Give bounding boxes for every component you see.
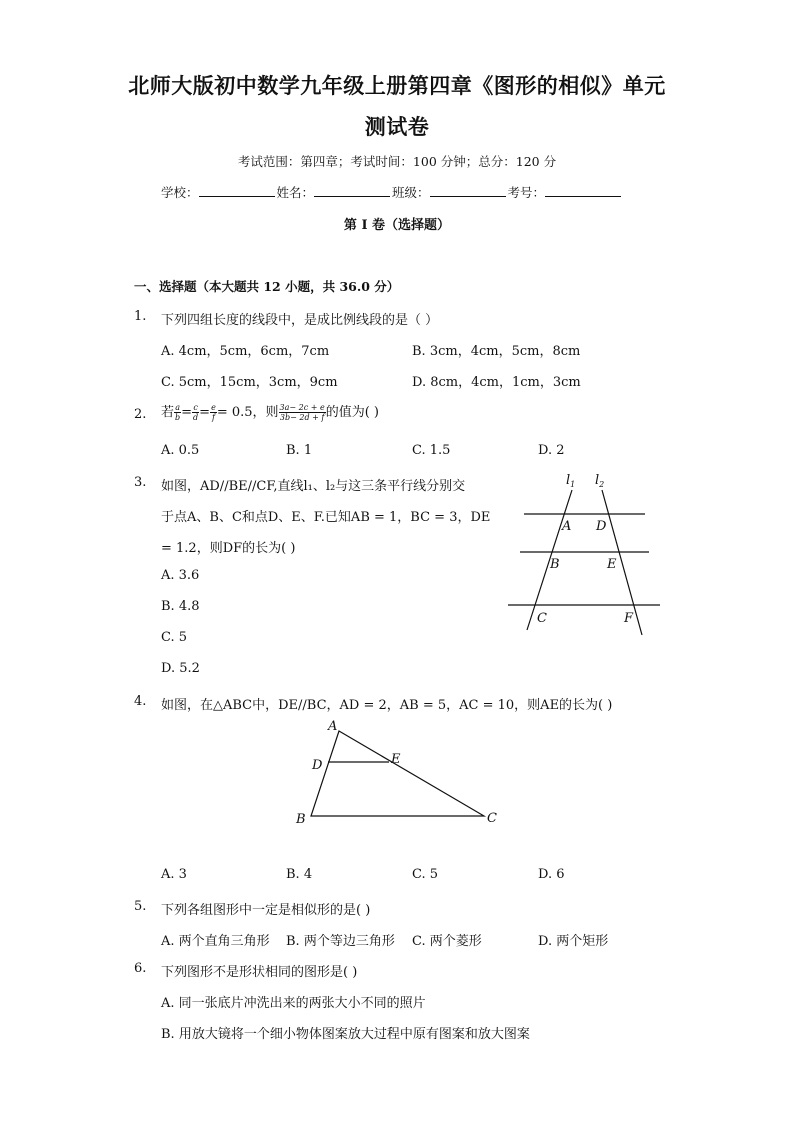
option-c[interactable]: C. 两个菱形 [412, 934, 482, 949]
question-number: 6. [134, 961, 147, 976]
question-stem: 若 $\frac{a}{b}$ = $\frac{c}{d}$ = $\frac{e}{f}$ = 0.5，则 $\frac{3a- 2c + e}{3b- 2d + f}$ 的值为( ) [161, 403, 379, 422]
question-number: 2. [134, 407, 147, 422]
option-d[interactable]: D. 5.2 [161, 661, 200, 676]
exam-number-label: 考号： [507, 185, 546, 200]
option-b[interactable]: B. 两个等边三角形 [286, 934, 395, 949]
question-stem-line2: 于点A、B、C和点D、E、F.已知AB = 1，BC = 3，DE [161, 510, 491, 525]
question-number: 1. [134, 309, 147, 324]
option-a[interactable]: A. 3.6 [161, 568, 200, 583]
label-a: A [328, 719, 338, 734]
label-c: C [537, 611, 547, 626]
class-label: 班级： [392, 185, 430, 200]
option-c[interactable]: C. 5cm，15cm，3cm，9cm [161, 375, 338, 390]
option-c[interactable]: C. 1.5 [412, 443, 451, 458]
info-fields [161, 183, 623, 201]
page-title-line1: 北师大版初中数学九年级上册第四章《图形的相似》单元 [128, 73, 666, 98]
option-d[interactable]: D. 两个矩形 [538, 934, 609, 949]
class-field[interactable] [430, 184, 506, 197]
question-stem: 下列图形不是形状相同的图形是( ) [161, 965, 358, 980]
label-l1: $l_1$ [566, 473, 576, 489]
section-heading: 一、选择题（本大题共 12 小题，共 36.0 分） [134, 279, 400, 294]
label-e: E [391, 752, 401, 767]
label-d: D [596, 519, 607, 534]
label-a: A [562, 519, 572, 534]
school-label: 学校： [161, 185, 199, 200]
option-c[interactable]: C. 5 [161, 630, 188, 645]
triangle-abc [311, 731, 484, 816]
option-b[interactable]: B. 用放大镜将一个细小物体图案放大过程中原有图案和放大图案 [161, 1027, 530, 1042]
option-b[interactable]: B. 1 [286, 443, 313, 458]
volume-title: 第 I 卷（选择题） [343, 218, 451, 233]
label-c: C [487, 811, 497, 826]
exam-info: 考试范围：第四章；考试时间：100 分钟；总分：120 分 [237, 154, 557, 169]
option-b[interactable]: B. 4.8 [161, 599, 200, 614]
label-l2: $l_2$ [595, 473, 605, 489]
option-d[interactable]: D. 6 [538, 867, 565, 882]
option-b[interactable]: B. 4 [286, 867, 313, 882]
option-d[interactable]: D. 8cm，4cm，1cm，3cm [412, 375, 581, 390]
label-d: D [312, 758, 323, 773]
option-a[interactable]: A. 同一张底片冲洗出来的两张大小不同的照片 [161, 996, 426, 1011]
page-title-line2: 测试卷 [364, 114, 430, 139]
option-a[interactable]: A. 0.5 [161, 443, 200, 458]
question-number: 5. [134, 899, 147, 914]
question-stem: 下列各组图形中一定是相似形的是( ) [161, 903, 371, 918]
option-a[interactable]: A. 3 [161, 867, 187, 882]
label-e: E [607, 557, 617, 572]
label-b: B [550, 557, 560, 572]
option-a[interactable]: A. 4cm，5cm，6cm，7cm [161, 344, 330, 359]
label-f: F [624, 611, 634, 626]
question-number: 3. [134, 475, 147, 490]
parallel-lines-figure [500, 468, 670, 640]
name-field[interactable] [314, 184, 390, 197]
question-stem: 如图，在△ABC中，DE//BC，AD = 2，AB = 5，AC = 10，则AE的长为( ) [161, 698, 613, 713]
option-b[interactable]: B. 3cm，4cm，5cm，8cm [412, 344, 581, 359]
question-number: 4. [134, 694, 147, 709]
option-a[interactable]: A. 两个直角三角形 [161, 934, 270, 949]
option-d[interactable]: D. 2 [538, 443, 565, 458]
question-stem: 下列四组长度的线段中，是成比例线段的是（ ） [161, 313, 439, 328]
question-stem-line1: 如图，AD//BE//CF,直线l₁、l₂与这三条平行线分别交 [161, 479, 466, 494]
label-b: B [296, 812, 306, 827]
option-c[interactable]: C. 5 [412, 867, 439, 882]
triangle-figure [290, 715, 510, 830]
school-field[interactable] [199, 184, 275, 197]
exam-number-field[interactable] [545, 184, 621, 197]
name-label: 姓名： [276, 185, 315, 200]
question-stem-line3: = 1.2，则DF的长为( ) [161, 541, 296, 556]
